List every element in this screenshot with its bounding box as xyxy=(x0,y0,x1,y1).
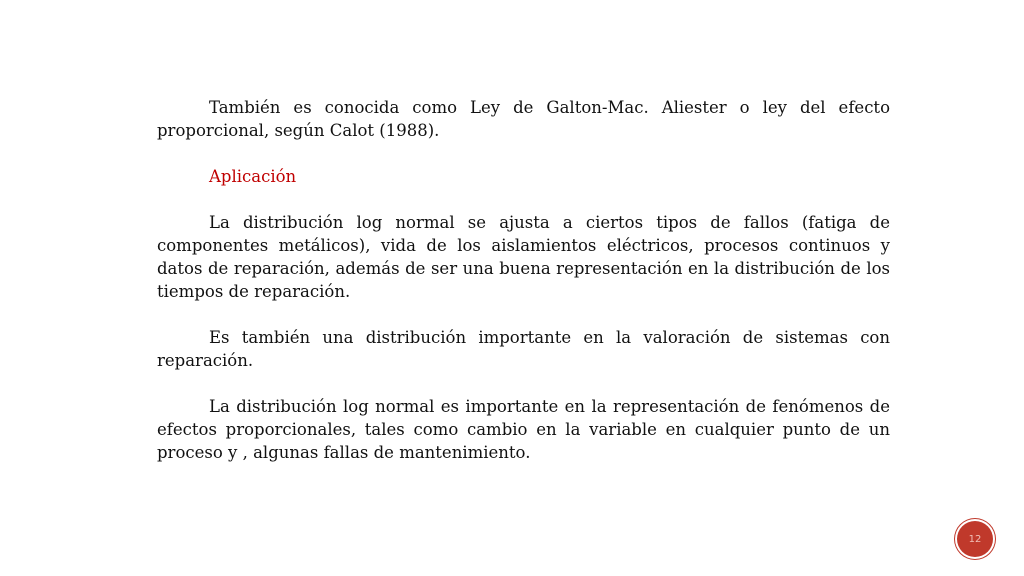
section-heading: Aplicación xyxy=(209,167,297,186)
spacer xyxy=(157,303,890,326)
slide-number-badge xyxy=(957,521,993,557)
spacer xyxy=(157,188,890,211)
slide-body xyxy=(157,96,890,464)
intro-paragraph: También es conocida como Ley de Galton-Mac. Aliester o ley del efecto proporcional, según Calot (1988). xyxy=(157,98,890,140)
importance-paragraph: Es también una distribución importante en la valoración de sistemas con reparación. xyxy=(157,328,890,370)
phenomena-paragraph: La distribución log normal es importante en la representación de fenómenos de efectos proporcionales, tales como cambio en la variable en cualquier punto de un proceso y , algunas fallas de mantenimiento. xyxy=(157,397,890,462)
application-paragraph: La distribución log normal se ajusta a ciertos tipos de fallos (fatiga de componentes metálicos), vida de los aislamientos eléctricos, procesos continuos y datos de reparación, además de ser una buena representación en la distribución de los tiempos de reparación. xyxy=(157,213,890,301)
spacer xyxy=(157,372,890,395)
slide-number: 12 xyxy=(968,533,982,545)
spacer xyxy=(157,142,890,165)
